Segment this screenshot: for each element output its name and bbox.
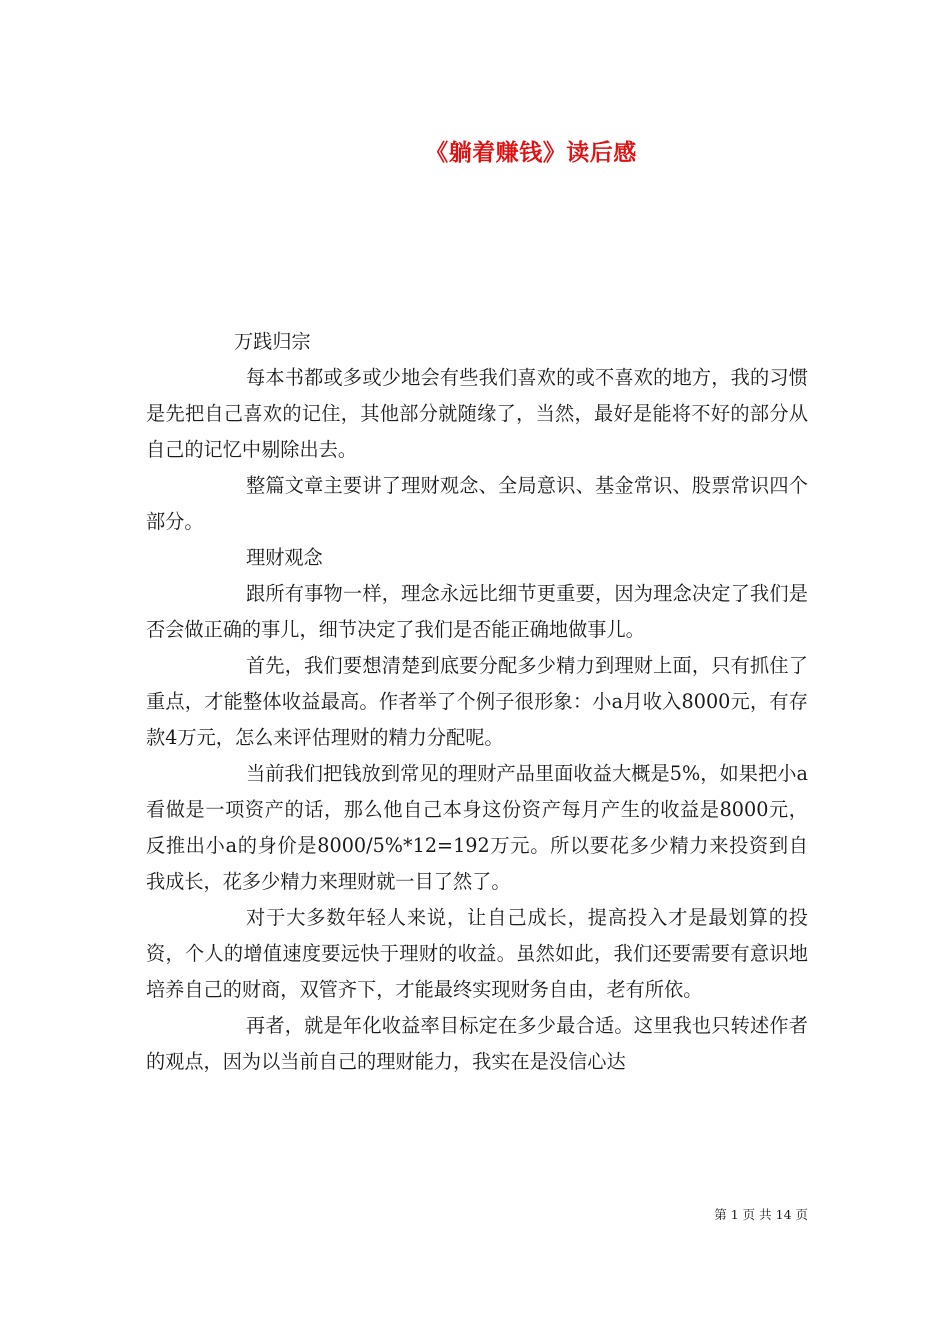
paragraph: 当前我们把钱放到常见的理财产品里面收益大概是5%，如果把小a看做是一项资产的话，那么他自己本身这份资产每月产生的收益是8000元，反推出小a的身价是8000/5%*12=192万元。所以要花多少精力来投资到自我成长，花多少精力来理财就一目了然了。	[146, 762, 808, 893]
paragraph: 再者，就是年化收益率目标定在多少最合适。这里我也只转述作者的观点，因为以当前自己的理财能力，我实在是没信心达	[146, 1014, 808, 1073]
section-heading: 理财观念	[246, 546, 323, 569]
paragraph: 整篇文章主要讲了理财观念、全局意识、基金常识、股票常识四个部分。	[146, 474, 808, 533]
document-title: 《躺着赚钱》读后感	[425, 139, 637, 166]
section-heading: 万践归宗	[234, 330, 311, 353]
paragraph: 对于大多数年轻人来说，让自己成长，提高投入才是最划算的投资，个人的增值速度要远快于理财的收益。虽然如此，我们还要需要有意识地培养自己的财商，双管齐下，才能最终实现财务自由，老有所依。	[146, 906, 808, 1001]
document-body	[146, 324, 808, 1080]
paragraph: 每本书都或多或少地会有些我们喜欢的或不喜欢的地方，我的习惯是先把自己喜欢的记住，其他部分就随缘了，当然，最好是能将不好的部分从自己的记忆中剔除出去。	[146, 366, 808, 461]
paragraph: 跟所有事物一样，理念永远比细节更重要，因为理念决定了我们是否会做正确的事儿，细节决定了我们是否能正确地做事儿。	[146, 582, 808, 641]
page-number-footer: 第 1 页 共 14 页	[714, 1207, 808, 1222]
paragraph: 首先，我们要想清楚到底要分配多少精力到理财上面，只有抓住了重点，才能整体收益最高。作者举了个例子很形象：小a月收入8000元，有存款4万元，怎么来评估理财的精力分配呢。	[146, 654, 808, 749]
